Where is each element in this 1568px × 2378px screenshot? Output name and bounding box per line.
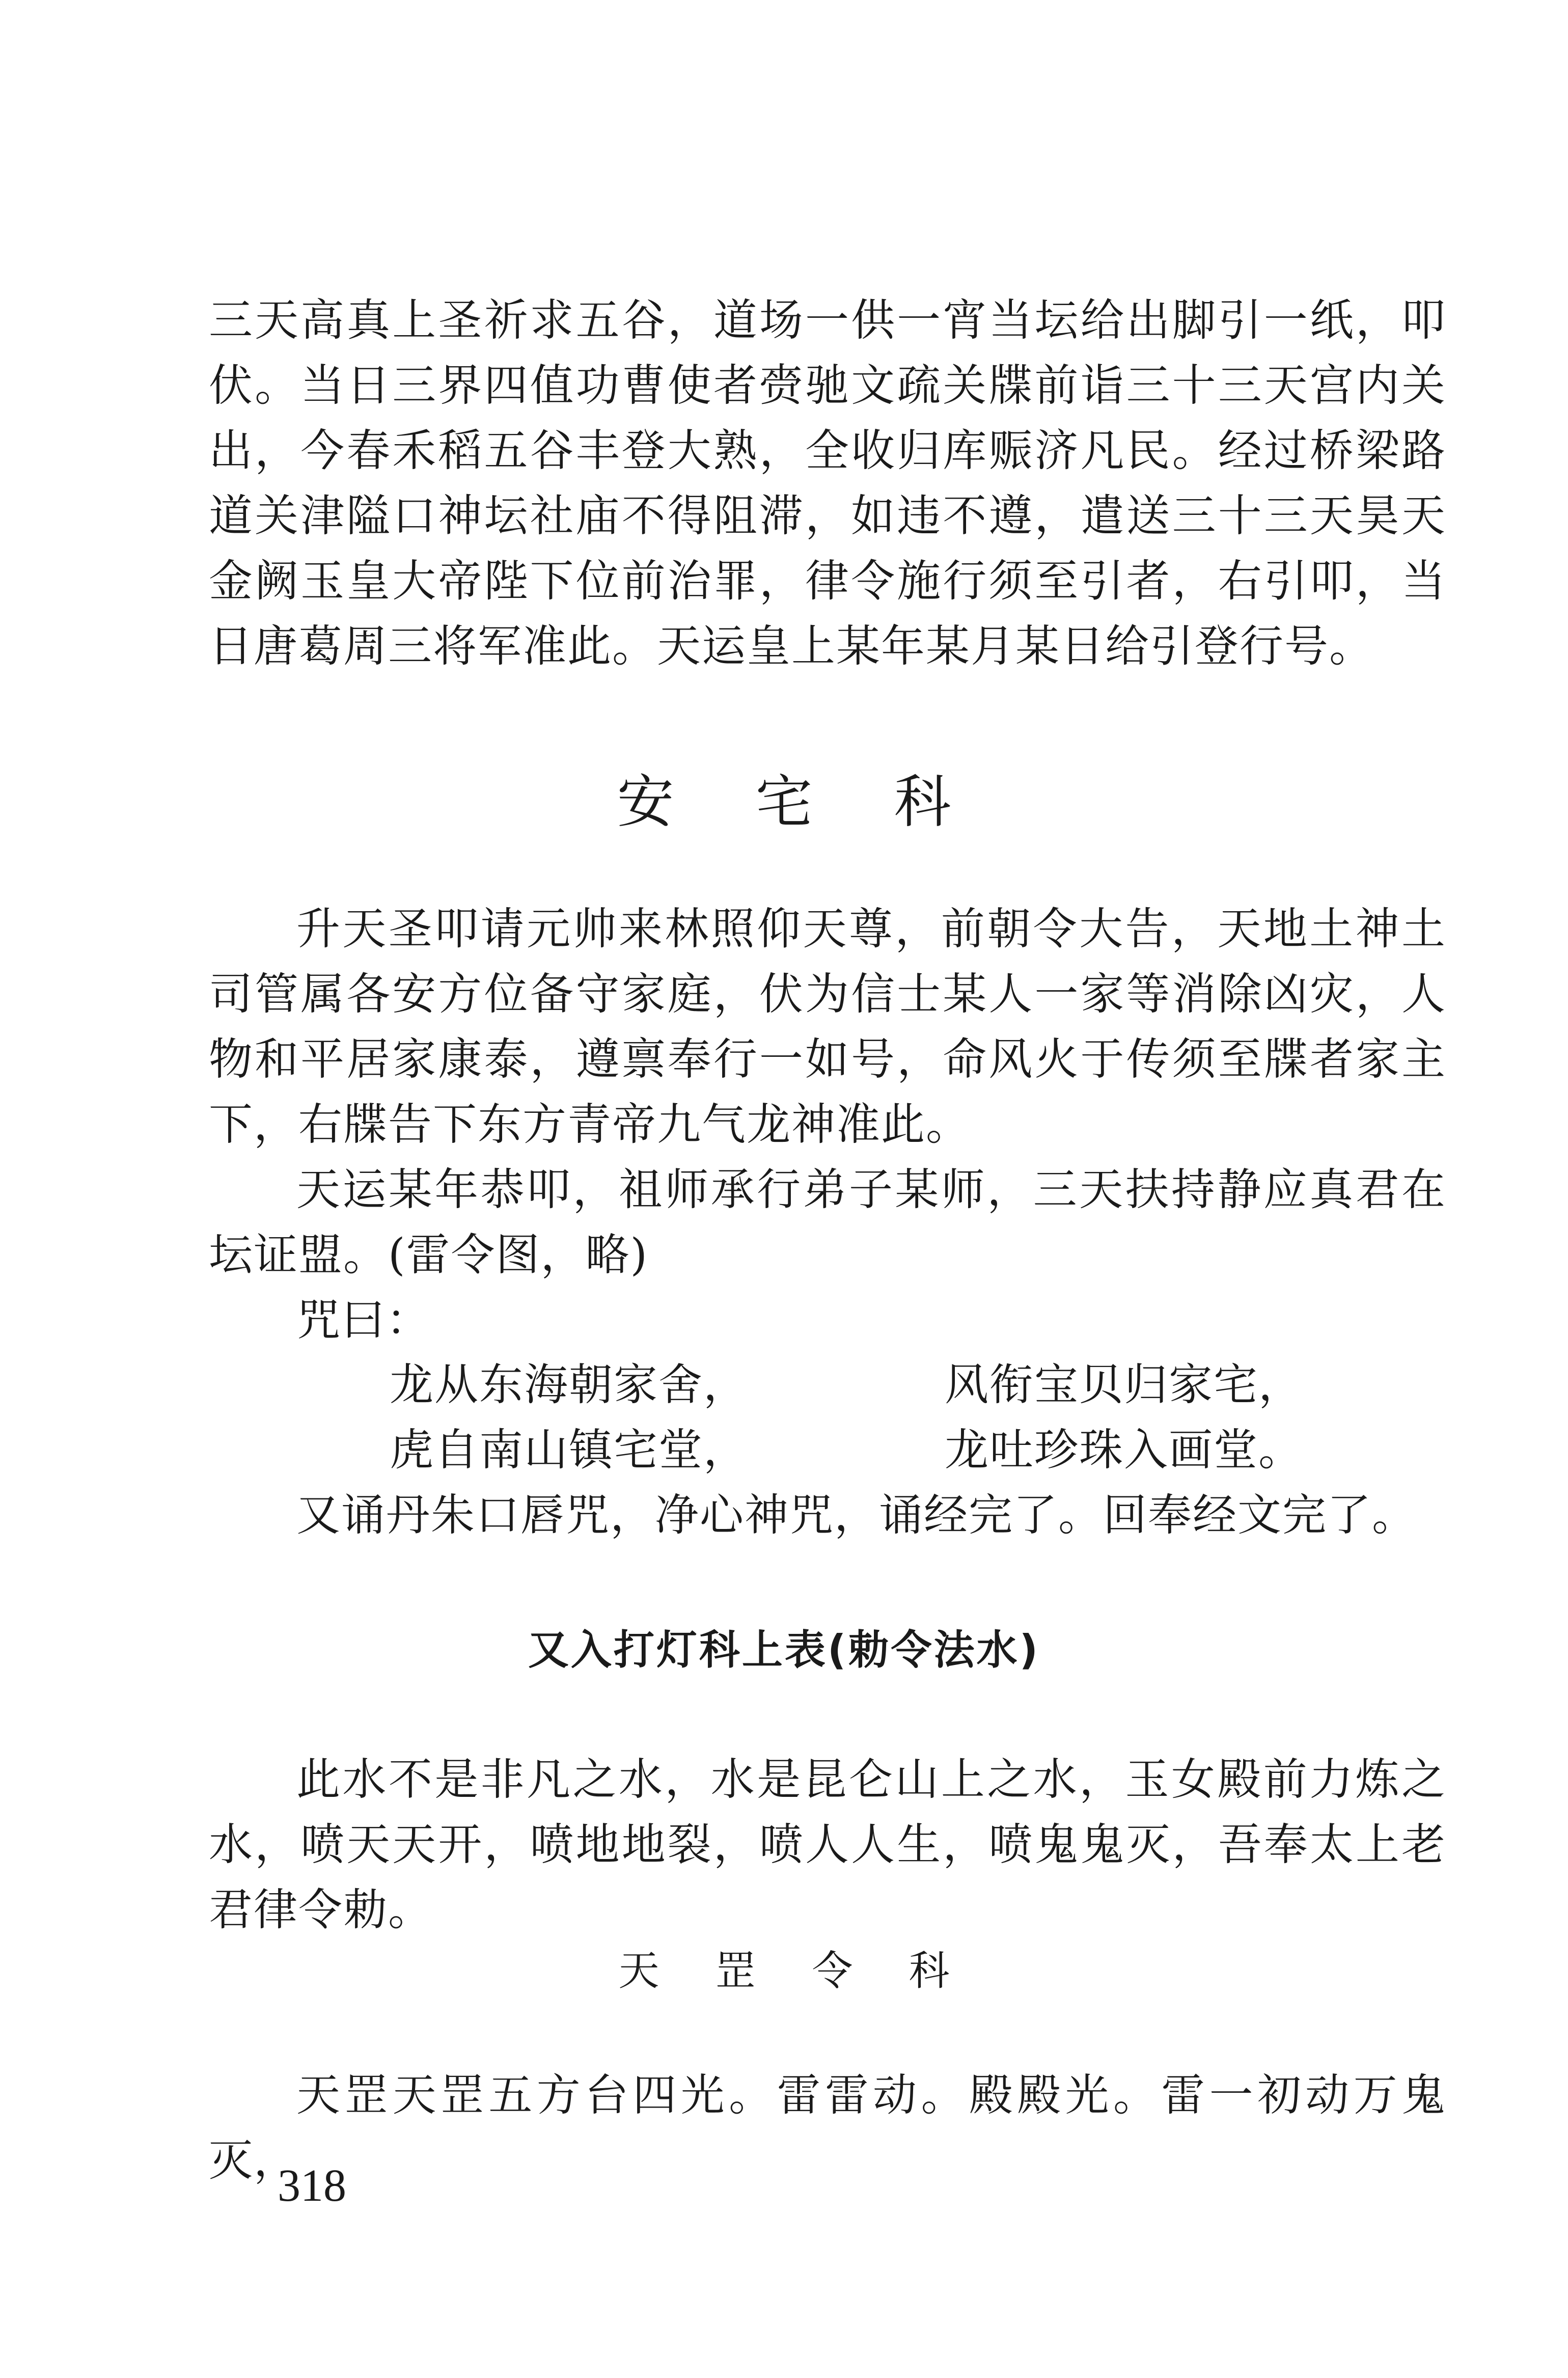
verse-line-2-left: 虎自南山镇宅堂， bbox=[390, 1425, 748, 1475]
section2-paragraph: 此水不是非凡之水，水是昆仑山上之水，玉女殿前力炼之水，喷天天开，喷地地裂，喷人人生，喷鬼鬼灭，吾奉太上老君律令勅。 bbox=[209, 1754, 1446, 1935]
section1-closing bbox=[209, 1483, 1446, 1548]
section3-body bbox=[209, 2063, 1446, 2193]
section1-paragraph-3: 又诵丹朱口唇咒，净心神咒，诵经完了。回奉经文完了。 bbox=[296, 1490, 1417, 1541]
verse-line-2-right: 龙吐珍珠入画堂。 bbox=[945, 1425, 1303, 1475]
section-title-anzhai: 安宅科 bbox=[617, 769, 1033, 835]
section1-paragraph-1: 升天圣叩请元帅来林照仰天尊，前朝令大告，天地土神土司管属各安方位备守家庭，伏为信士某人一家等消除凶灾，人物和平居家康泰，遵禀奉行一如号，命风火于传须至牒者家主下，右牒告下东方青帝九气龙神准此。 bbox=[209, 904, 1446, 1150]
verse-line-1-left: 龙从东海朝家舍， bbox=[390, 1359, 748, 1410]
intro-block bbox=[209, 288, 1446, 679]
section-title-dadeng: 又入打灯科上表(勅令法水) bbox=[528, 1626, 1040, 1674]
section3-paragraph: 天罡天罡五方台四光。雷雷动。殿殿光。雷一初动万鬼灭， bbox=[209, 2070, 1446, 2186]
section-title-tiangang: 天罡令科 bbox=[618, 1947, 1006, 1994]
incantation-label: 咒曰： bbox=[296, 1295, 431, 1346]
section1-body bbox=[209, 896, 1446, 1353]
verse-line-1-right: 风衔宝贝归家宅， bbox=[945, 1359, 1303, 1410]
intro-paragraph: 三天高真上圣祈求五谷，道场一供一宵当坛给出脚引一纸，叩伏。当日三界四值功曹使者赍驰文疏关牒前诣三十三天宫内关出，今春禾稻五谷丰登大熟，全收归库赈济凡民。经过桥梁路道关津隘口神坛社庙不得阻滞，如违不遵，遣送三十三天昊天金阙玉皇大帝陛下位前治罪，律令施行须至引者，右引叩，当日唐葛周三将军准此。天运皇上某年某月某日给引登行号。 bbox=[209, 295, 1446, 672]
section1-paragraph-2: 天运某年恭叩，祖师承行弟子某师，三天扶持静应真君在坛证盟。(雷令图，略) bbox=[209, 1164, 1446, 1280]
section2-body bbox=[209, 1747, 1446, 1943]
page-number: 318 bbox=[278, 2161, 346, 2211]
